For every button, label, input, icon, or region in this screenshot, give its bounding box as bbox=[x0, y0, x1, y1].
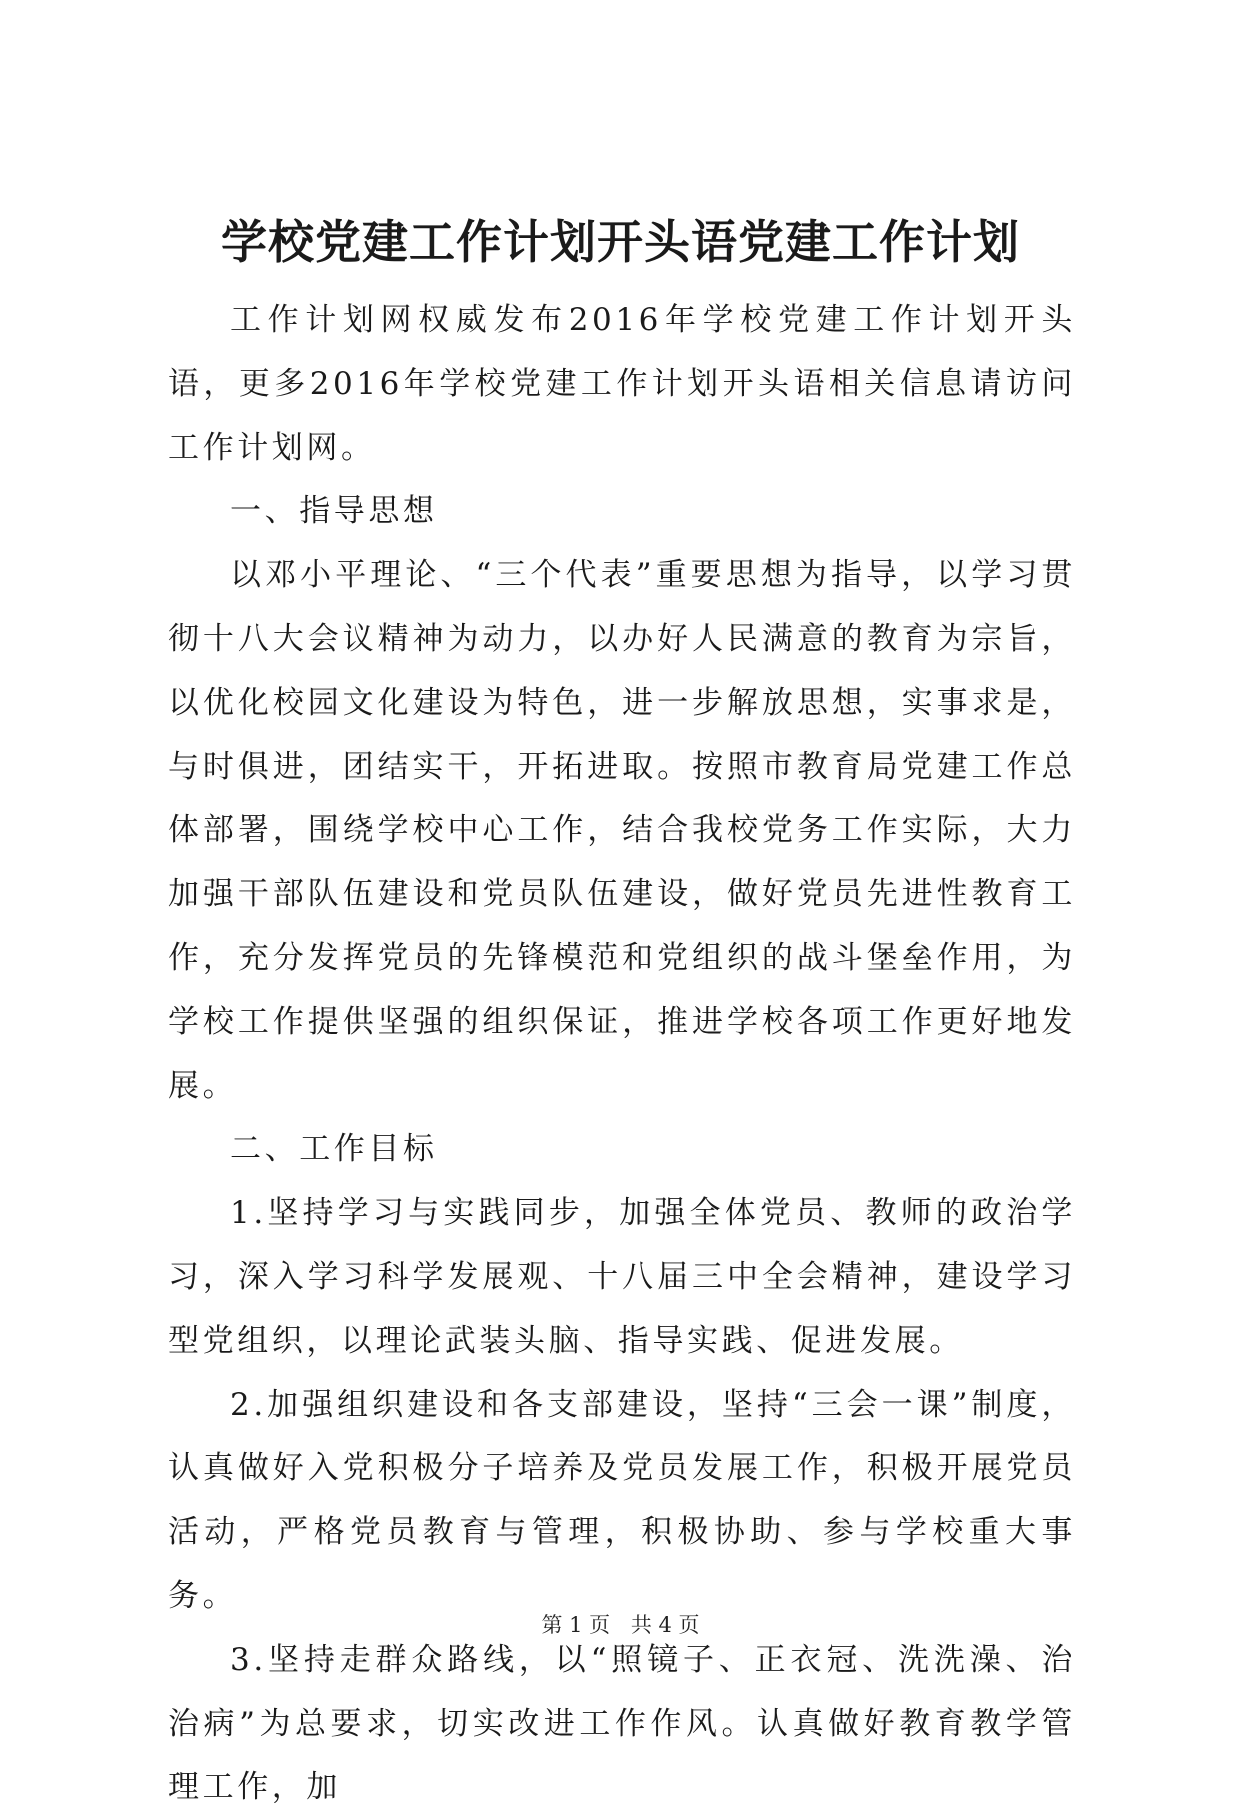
page-total: 共 4 页 bbox=[630, 1613, 700, 1637]
page-footer bbox=[0, 1610, 1241, 1640]
goal-item-1: 1.坚持学习与实践同步，加强全体党员、教师的政治学习，深入学习科学发展观、十八届三中全会精神，建设学习型党组织，以理论武装头脑、指导实践、促进发展。 bbox=[168, 1195, 1076, 1359]
goal-item-3: 3.坚持走群众路线，以“照镜子、正衣冠、洗洗澡、治治病”为总要求，切实改进工作作风。认真做好教育教学管理工作，加 bbox=[168, 1641, 1076, 1806]
document-title: 学校党建工作计划开头语党建工作计划 bbox=[221, 215, 1020, 269]
intro-paragraph: 工作计划网权威发布2016年学校党建工作计划开头语，更多2016年学校党建工作计划开头语相关信息请访问工作计划网。 bbox=[168, 302, 1076, 466]
section-heading-guiding-ideology: 一、指导思想 bbox=[230, 493, 438, 530]
document-body bbox=[168, 289, 1076, 1820]
page-number: 第 1 页 bbox=[541, 1613, 611, 1637]
section-heading-work-goals: 二、工作目标 bbox=[230, 1131, 438, 1168]
guiding-ideology-paragraph: 以邓小平理论、“三个代表”重要思想为指导，以学习贯彻十八大会议精神为动力，以办好人民满意的教育为宗旨，以优化校园文化建设为特色，进一步解放思想，实事求是，与时俱进，团结实干，开拓进取。按照市教育局党建工作总体部署，围绕学校中心工作，结合我校党务工作实际，大力加强干部队伍建设和党员队伍建设，做好党员先进性教育工作，充分发挥党员的先锋模范和党组织的战斗堡垒作用，为学校工作提供坚强的组织保证，推进学校各项工作更好地发展。 bbox=[168, 557, 1076, 1104]
goal-item-2: 2.加强组织建设和各支部建设，坚持“三会一课”制度，认真做好入党积极分子培养及党员发展工作，积极开展党员活动，严格党员教育与管理，积极协助、参与学校重大事务。 bbox=[168, 1386, 1076, 1614]
